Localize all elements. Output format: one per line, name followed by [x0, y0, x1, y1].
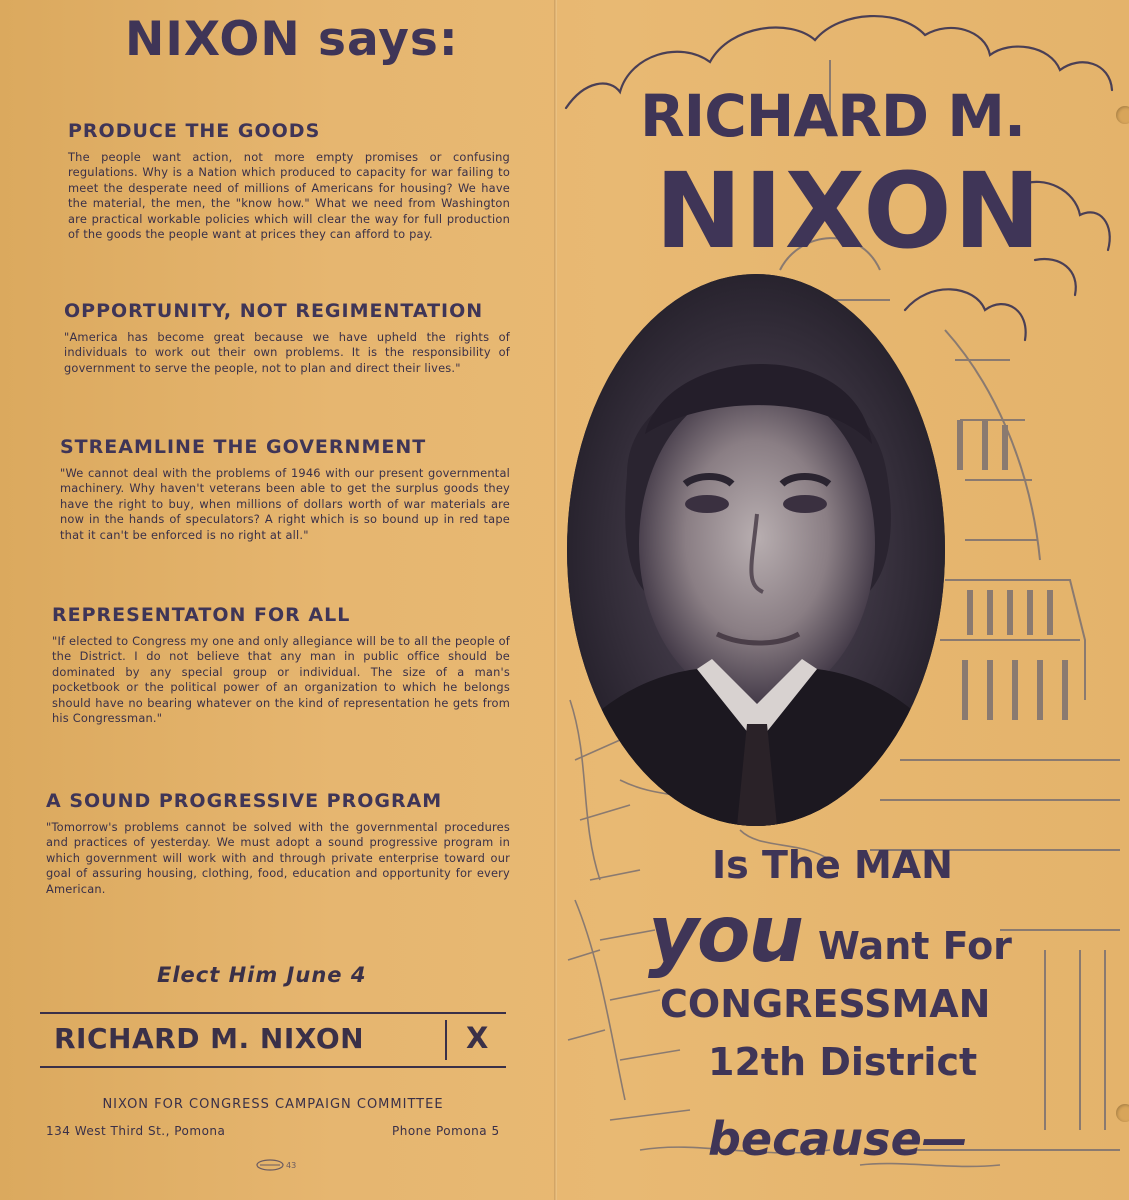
union-bug-icon: [252, 1158, 312, 1172]
committee-address: 134 West Third St., Pomona: [46, 1124, 226, 1138]
nixon-says-heading: NIXON says:: [125, 12, 459, 67]
committee-name: NIXON FOR CONGRESS CAMPAIGN COMMITTEE: [102, 1097, 444, 1112]
section-body: The people want action, not more empty promises or confusing regulations. Why is a Nation which produced to capacity for war failing to meet the desperate need of millions of Americans for housing? We have the material, the men, the "know how." What we need from Washington are practical workable policies which will clear the way for full production of the goods the people want at prices they can afford to pay.: [68, 150, 510, 242]
ballot-divider: [445, 1020, 447, 1060]
section-title: OPPORTUNITY, NOT REGIMENTATION: [64, 300, 484, 322]
section-body: "Tomorrow's problems cannot be solved with the governmental procedures and practices of yesterday. We must adopt a sound progressive program in which government will work with and through private enterprise toward our goal of assuring housing, clothing, food, education and opportunity for every American.: [46, 820, 510, 896]
section-streamline: [60, 436, 510, 543]
section-title: STREAMLINE THE GOVERNMENT: [60, 436, 427, 458]
section-produce-goods: [68, 120, 510, 242]
section-body: "If elected to Congress my one and only allegiance will be to all the people of the District. I do not believe that any man in public office should be dominated by any special group or individual. The size of a man's pocketbook or the political power of an organization to which he belongs should have no bearing whatever on the kind of representation he gets from his Congressman.": [52, 634, 510, 726]
elect-line: Elect Him June 4: [157, 963, 367, 987]
section-body: "America has become great because we have upheld the rights of individuals to work out their own problems. It is the responsibility of government to serve the people, not to plan and direct their lives.": [64, 330, 510, 375]
center-fold: [554, 0, 557, 1200]
section-representation: [52, 604, 510, 726]
section-body: "We cannot deal with the problems of 1946 with our present governmental machinery. Why haven't veterans been able to get the surplus goods they have the right to buy, when millions of dollars worth of war materials are now in the hands of speculators? A right which is so bound up in red tape that it can't be enforced is no right at all.": [60, 466, 510, 542]
title-richard-m: RICHARD M.: [640, 82, 1025, 150]
ballot-name: RICHARD M. NIXON: [54, 1022, 365, 1055]
title-nixon: NIXON: [655, 150, 1043, 272]
section-title: PRODUCE THE GOODS: [68, 120, 321, 142]
tagline-is-the-man: Is The MAN: [712, 843, 953, 887]
tagline-you: you: [648, 890, 802, 980]
candidate-portrait: [567, 274, 945, 826]
capitol-columns: [960, 420, 1065, 720]
committee-phone: Phone Pomona 5: [392, 1124, 500, 1138]
ballot-mark: X: [466, 1021, 489, 1055]
section-title: REPRESENTATON FOR ALL: [52, 604, 351, 626]
tagline-because: because—: [708, 1112, 968, 1166]
tagline-district: 12th District: [708, 1040, 978, 1084]
ballot-box: [40, 1012, 506, 1068]
section-progressive: [46, 790, 510, 897]
portrait-image: [567, 274, 945, 826]
union-bug-number: 43: [286, 1161, 297, 1170]
tagline-want-for: Want For: [818, 924, 1012, 968]
section-opportunity: [64, 300, 510, 376]
tagline-congressman: CONGRESSMAN: [660, 982, 991, 1026]
section-title: A SOUND PROGRESSIVE PROGRAM: [46, 790, 443, 812]
